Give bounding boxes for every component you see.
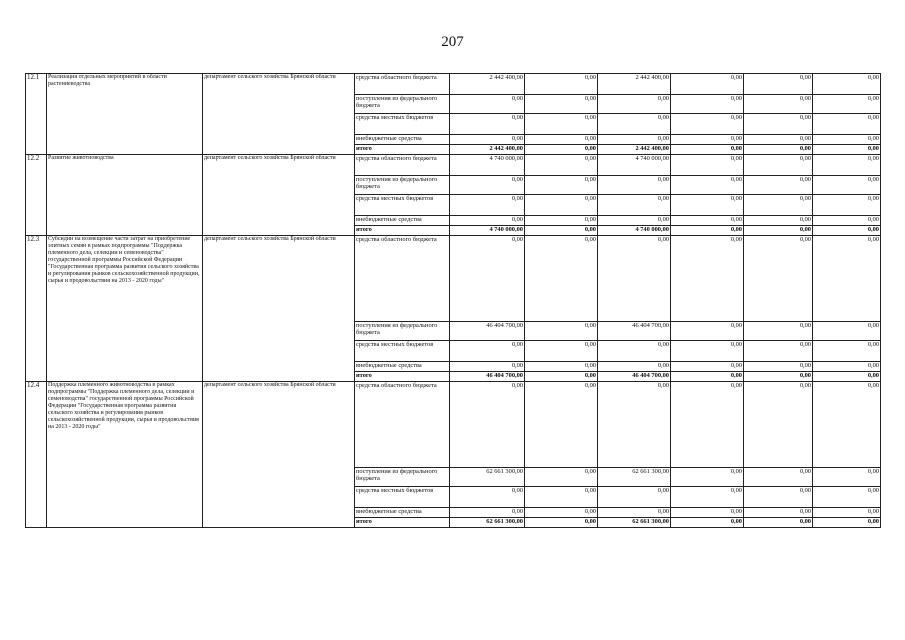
- amount-cell: 0,00: [671, 468, 744, 487]
- amount-cell: 0,00: [598, 382, 671, 468]
- amount-cell: 0,00: [813, 155, 881, 176]
- section-number: 12.1: [26, 74, 47, 155]
- section-executor: департамент сельского хозяйства Брянской области: [203, 74, 355, 155]
- amount-cell: 0,00: [671, 155, 744, 176]
- funding-source: внебюджетные средства: [355, 216, 450, 226]
- funding-source: средства местных бюджетов: [355, 487, 450, 508]
- amount-cell: 0,00: [744, 95, 813, 114]
- amount-cell: 0,00: [525, 372, 598, 382]
- amount-cell: 0,00: [525, 114, 598, 135]
- funding-source: средства местных бюджетов: [355, 195, 450, 216]
- amount-cell: 4 740 000,00: [450, 226, 525, 236]
- table-row: [26, 236, 881, 322]
- amount-cell: 0,00: [744, 341, 813, 362]
- funding-source: средства областного бюджета: [355, 155, 450, 176]
- amount-cell: 0,00: [525, 362, 598, 372]
- amount-cell: 0,00: [813, 195, 881, 216]
- amount-cell: 0,00: [598, 176, 671, 195]
- amount-cell: 0,00: [671, 518, 744, 528]
- amount-cell: 0,00: [671, 74, 744, 95]
- amount-cell: 0,00: [744, 145, 813, 155]
- funding-source: поступления из федерального бюджета: [355, 468, 450, 487]
- amount-cell: 2 442 400,00: [450, 74, 525, 95]
- amount-cell: 0,00: [450, 135, 525, 145]
- amount-cell: 0,00: [671, 487, 744, 508]
- amount-cell: 0,00: [813, 145, 881, 155]
- amount-cell: 0,00: [671, 176, 744, 195]
- amount-cell: 4 740 000,00: [450, 155, 525, 176]
- funding-source: итого: [355, 145, 450, 155]
- amount-cell: 0,00: [744, 322, 813, 341]
- amount-cell: 0,00: [598, 114, 671, 135]
- amount-cell: 0,00: [671, 362, 744, 372]
- amount-cell: 0,00: [744, 508, 813, 518]
- amount-cell: 0,00: [744, 216, 813, 226]
- funding-source: итого: [355, 518, 450, 528]
- funding-source: средства местных бюджетов: [355, 341, 450, 362]
- amount-cell: 0,00: [813, 518, 881, 528]
- amount-cell: 2 442 400,00: [598, 74, 671, 95]
- amount-cell: 0,00: [744, 74, 813, 95]
- amount-cell: 0,00: [525, 468, 598, 487]
- amount-cell: 0,00: [598, 135, 671, 145]
- table-row: [26, 155, 881, 176]
- amount-cell: 0,00: [598, 236, 671, 322]
- amount-cell: 0,00: [671, 236, 744, 322]
- amount-cell: 0,00: [450, 95, 525, 114]
- amount-cell: 0,00: [744, 195, 813, 216]
- amount-cell: 0,00: [598, 95, 671, 114]
- amount-cell: 0,00: [525, 216, 598, 226]
- section-executor: департамент сельского хозяйства Брянской области: [203, 236, 355, 382]
- section-number: 12.2: [26, 155, 47, 236]
- section-number: 12.4: [26, 382, 47, 528]
- amount-cell: 0,00: [813, 372, 881, 382]
- funding-source: внебюджетные средства: [355, 508, 450, 518]
- amount-cell: 0,00: [671, 372, 744, 382]
- amount-cell: 0,00: [744, 236, 813, 322]
- table-row: [26, 382, 881, 468]
- amount-cell: 0,00: [598, 508, 671, 518]
- amount-cell: 0,00: [598, 362, 671, 372]
- amount-cell: 62 661 300,00: [450, 468, 525, 487]
- budget-table: [25, 73, 881, 528]
- amount-cell: 0,00: [450, 176, 525, 195]
- amount-cell: 0,00: [744, 382, 813, 468]
- amount-cell: 0,00: [671, 135, 744, 145]
- amount-cell: 0,00: [813, 508, 881, 518]
- amount-cell: 0,00: [813, 114, 881, 135]
- amount-cell: 0,00: [744, 362, 813, 372]
- amount-cell: 0,00: [450, 382, 525, 468]
- amount-cell: 0,00: [813, 216, 881, 226]
- amount-cell: 0,00: [744, 155, 813, 176]
- amount-cell: 0,00: [525, 518, 598, 528]
- amount-cell: 0,00: [813, 135, 881, 145]
- funding-source: внебюджетные средства: [355, 135, 450, 145]
- amount-cell: 0,00: [525, 195, 598, 216]
- amount-cell: 0,00: [813, 176, 881, 195]
- section-name: Развитие животноводства: [47, 155, 203, 236]
- amount-cell: 46 404 700,00: [598, 372, 671, 382]
- amount-cell: 0,00: [813, 468, 881, 487]
- amount-cell: 0,00: [598, 341, 671, 362]
- amount-cell: 0,00: [744, 372, 813, 382]
- amount-cell: 0,00: [671, 382, 744, 468]
- amount-cell: 0,00: [525, 322, 598, 341]
- amount-cell: 0,00: [744, 226, 813, 236]
- amount-cell: 0,00: [744, 176, 813, 195]
- amount-cell: 0,00: [813, 74, 881, 95]
- funding-source: средства областного бюджета: [355, 74, 450, 95]
- amount-cell: 2 442 400,00: [450, 145, 525, 155]
- section-executor: департамент сельского хозяйства Брянской области: [203, 155, 355, 236]
- funding-source: средства областного бюджета: [355, 236, 450, 322]
- funding-source: поступления из федерального бюджета: [355, 322, 450, 341]
- amount-cell: 0,00: [450, 114, 525, 135]
- amount-cell: 0,00: [744, 487, 813, 508]
- section-name: Реализация отдельных мероприятий в области растениеводства: [47, 74, 203, 155]
- amount-cell: 0,00: [450, 508, 525, 518]
- amount-cell: 46 404 700,00: [450, 322, 525, 341]
- funding-source: поступления из федерального бюджета: [355, 95, 450, 114]
- amount-cell: 0,00: [598, 487, 671, 508]
- funding-source: средства местных бюджетов: [355, 114, 450, 135]
- amount-cell: 0,00: [525, 135, 598, 145]
- amount-cell: 0,00: [744, 114, 813, 135]
- amount-cell: 0,00: [525, 382, 598, 468]
- amount-cell: 0,00: [813, 382, 881, 468]
- amount-cell: 0,00: [813, 341, 881, 362]
- amount-cell: 0,00: [598, 195, 671, 216]
- amount-cell: 0,00: [525, 508, 598, 518]
- section-number: 12.3: [26, 236, 47, 382]
- amount-cell: 0,00: [671, 226, 744, 236]
- amount-cell: 0,00: [671, 508, 744, 518]
- amount-cell: 0,00: [671, 114, 744, 135]
- amount-cell: 0,00: [671, 195, 744, 216]
- amount-cell: 0,00: [450, 362, 525, 372]
- section-name: Поддержка племенного животноводства в рамках подпрограммы "Поддержка племенного дела, селекции и семеноводства" государственной программы Российской Федерации "Государственная программа развития сельского хозяйства и регулирования рынков сельскохозяйственной продукции, сырья и продовольствия на 2013 - 2020 годы": [47, 382, 203, 528]
- amount-cell: 62 661 300,00: [598, 468, 671, 487]
- amount-cell: 62 661 300,00: [450, 518, 525, 528]
- amount-cell: 0,00: [450, 236, 525, 322]
- amount-cell: 4 740 000,00: [598, 226, 671, 236]
- amount-cell: 0,00: [598, 216, 671, 226]
- funding-source: итого: [355, 226, 450, 236]
- amount-cell: 0,00: [525, 145, 598, 155]
- amount-cell: 46 404 700,00: [598, 322, 671, 341]
- section-name: Субсидии на возмещение части затрат на приобретение элитных семян в рамках подпрограммы "Поддержка племенного дела, селекции и семеноводства" государственной программы Российской Федерации "Государственная программа развития сельского хозяйства и регулирования рынков сельскохозяйственной продукции, сырья и продовольствия на 2013 - 2020 годы": [47, 236, 203, 382]
- amount-cell: 0,00: [813, 226, 881, 236]
- amount-cell: 0,00: [671, 216, 744, 226]
- table-row: [26, 74, 881, 95]
- section-executor: департамент сельского хозяйства Брянской области: [203, 382, 355, 528]
- amount-cell: 0,00: [744, 468, 813, 487]
- amount-cell: 0,00: [671, 322, 744, 341]
- amount-cell: 0,00: [525, 95, 598, 114]
- amount-cell: 0,00: [813, 362, 881, 372]
- funding-source: средства областного бюджета: [355, 382, 450, 468]
- amount-cell: 0,00: [744, 518, 813, 528]
- amount-cell: 0,00: [671, 95, 744, 114]
- amount-cell: 0,00: [525, 236, 598, 322]
- amount-cell: 0,00: [744, 135, 813, 145]
- amount-cell: 4 740 000,00: [598, 155, 671, 176]
- amount-cell: 0,00: [450, 341, 525, 362]
- amount-cell: 0,00: [525, 155, 598, 176]
- amount-cell: 0,00: [813, 322, 881, 341]
- amount-cell: 0,00: [525, 176, 598, 195]
- amount-cell: 0,00: [813, 487, 881, 508]
- amount-cell: 2 442 400,00: [598, 145, 671, 155]
- funding-source: внебюджетные средства: [355, 362, 450, 372]
- amount-cell: 0,00: [450, 216, 525, 226]
- amount-cell: 0,00: [525, 74, 598, 95]
- page-number: 207: [441, 34, 464, 50]
- amount-cell: 0,00: [813, 236, 881, 322]
- amount-cell: 62 661 300,00: [598, 518, 671, 528]
- amount-cell: 0,00: [525, 487, 598, 508]
- amount-cell: 0,00: [450, 195, 525, 216]
- funding-source: поступления из федерального бюджета: [355, 176, 450, 195]
- amount-cell: 0,00: [450, 487, 525, 508]
- amount-cell: 0,00: [671, 341, 744, 362]
- amount-cell: 46 404 700,00: [450, 372, 525, 382]
- amount-cell: 0,00: [813, 95, 881, 114]
- amount-cell: 0,00: [525, 226, 598, 236]
- funding-source: итого: [355, 372, 450, 382]
- amount-cell: 0,00: [525, 341, 598, 362]
- amount-cell: 0,00: [671, 145, 744, 155]
